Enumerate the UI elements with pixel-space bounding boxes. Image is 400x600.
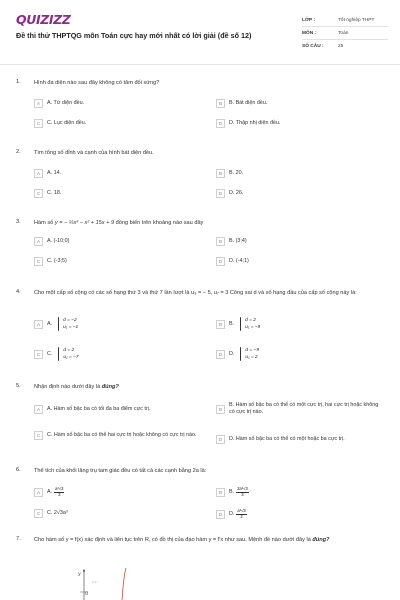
option-text: B. 20. [229,170,244,176]
question-text [34,383,386,391]
option-letter: D [216,435,225,444]
option-letter: A [34,488,43,497]
option-letter: B [216,237,225,246]
option-text: C. 18. [47,190,62,196]
option-b[interactable] [216,169,243,178]
option-c[interactable] [34,257,67,266]
question-number: 7. [16,536,21,542]
equation-system [240,347,259,361]
equation-line: u₁ = −9 [245,325,261,330]
meta-value: 25 [338,44,344,49]
option-d[interactable] [216,509,247,519]
equation-line: u₁ = 2 [245,355,258,360]
meta-value: Tốt nghiệp THPT [338,17,375,23]
option-d[interactable] [216,257,249,266]
option-letter: C [34,257,43,266]
option-b[interactable] [216,317,260,331]
option-b[interactable] [216,402,381,416]
question-number: 6. [16,467,21,473]
option-letter: C [34,119,43,128]
question-text: Tìm tổng số đỉnh và cạnh của hình bát diện đều. [34,150,154,156]
option-letter: A [34,169,43,178]
meta-label: LỚP : [302,17,316,23]
numerator: a³√3 [55,486,64,491]
option-text: C. Hàm số bậc ba có thể hai cực trị hoặc không có cực trị nào. [47,432,197,438]
question-number: 1. [16,79,21,85]
option-a[interactable] [34,405,209,414]
option-text: C. 2√3a³ [47,510,68,516]
question-text [34,536,386,544]
option-b[interactable] [216,487,249,497]
formula: y = − ⅓x³ − x² + 15x + 9 [54,220,115,226]
equation-line: d = −2 [63,318,77,323]
option-c[interactable] [34,509,68,518]
y-axis-label: y [78,572,81,577]
option-letter: B [216,99,225,108]
derivative-graph [70,566,170,600]
question-text: Thể tích của khối lăng trụ tam giác đều có tất cả các cạnh bằng 2a là: [34,468,207,474]
header-divider [0,64,400,65]
option-letter: A [34,99,43,108]
question-number: 2. [16,149,21,155]
option-a[interactable] [34,487,64,497]
option-b[interactable] [216,237,247,246]
question-text: Hình đa diện nào sau đây không có tâm đối xứng? [34,80,160,86]
option-a[interactable] [34,169,61,178]
option-letter: D [216,510,225,519]
option-c[interactable] [34,189,61,198]
meta-class [302,14,388,27]
option-letter: D [216,257,225,266]
option-letter: B [216,488,225,497]
meta-label: MÔN : [302,30,317,36]
question-text-part: Cho hàm số y = f(x) xác định và liên tục trên R, có đồ thị của đạo hàm y = f′x như sau. Mệnh đề nào dưới đây là [34,537,311,543]
equation-line: d = 2 [245,318,256,323]
option-c[interactable] [34,431,209,440]
option-prefix: B. [229,320,235,327]
option-d[interactable] [216,119,280,128]
option-letter: C [34,431,43,440]
option-text: A. Tứ diện đều. [47,100,85,106]
option-a[interactable] [34,99,84,108]
curve [122,568,126,600]
numerator: a³√3 [237,508,246,513]
question-text-part: đồng biến trên khoảng nào sau đây [115,220,204,226]
equation-line: u₁ = −1 [63,325,79,330]
question-text: Cho một cấp số cộng có các số hạng thứ 3 và thứ 7 lần lượt là u₃ = − 5, u₇ = 3 Công sai d và số hạng đầu của cấp số cộng này là: [34,290,357,296]
option-prefix: A. [47,488,53,495]
option-letter: B [216,320,225,329]
question-text [34,219,386,227]
option-letter: A [34,405,43,414]
denominator: 3 [58,491,61,497]
option-letter: C [34,189,43,198]
option-c[interactable] [34,347,79,361]
equation-line: d = −9 [245,348,260,353]
equation-line: d = 2 [63,348,75,353]
option-letter: A [34,320,43,329]
equation-system [58,347,78,361]
option-text: C. (-3;5) [47,258,67,264]
option-text: A. Hàm số bậc ba có tối đa ba điểm cực trị. [47,406,151,412]
option-text: A. (-10;0) [47,238,70,244]
option-text: D. Thập nhị diện đều. [229,120,281,126]
fraction [236,509,246,519]
option-letter: B [216,405,225,414]
option-text: B. Hàm số bậc ba có thể có một cực trị, hai cực trị hoặc không có cực trị nào. [229,402,379,415]
emphasis: đúng? [312,537,330,543]
meta-count [302,40,388,53]
option-a[interactable] [34,237,69,246]
option-prefix: D. [229,510,235,517]
equation-line: u₁ = −7 [63,355,79,360]
denominator: 2 [240,513,243,519]
option-letter: C [34,509,43,518]
origin-label: O [85,591,89,596]
option-letter: B [216,169,225,178]
option-letter: D [216,189,225,198]
option-letter: A [34,237,43,246]
option-c[interactable] [34,119,86,128]
page-title: Đề thi thử THPTQG môn Toán cực hay mới nhất có lời giải (đề số 12) [16,31,252,40]
fraction [54,487,64,497]
option-prefix: B. [229,488,235,495]
y-axis-arrow [83,569,85,572]
option-b[interactable] [216,99,267,108]
option-text: A. 14. [47,170,62,176]
option-a[interactable] [34,317,78,331]
option-text: D. (-4;1) [229,258,249,264]
option-prefix: A. [47,320,53,327]
denominator: 3 [241,491,244,497]
option-d[interactable] [216,189,243,198]
meta-label: SỐ CÂU : [302,44,324,49]
question-number: 3. [16,219,21,225]
fraction [236,487,249,497]
numerator: 2a³√3 [237,486,248,491]
option-prefix: C. [47,350,53,357]
emphasis: đúng? [101,384,119,390]
option-text: B. (3;4) [229,238,247,244]
option-letter: C [34,350,43,359]
option-d[interactable] [216,347,259,361]
option-letter: D [216,119,225,128]
option-prefix: D. [229,350,235,357]
option-text: B. Bát diện đều. [229,100,268,106]
meta-value: Toán [338,30,349,36]
exam-meta [302,14,388,53]
question-text-part: Hàm số [34,220,54,226]
option-letter: D [216,350,225,359]
equation-system [58,317,78,331]
question-text-part: Nhận định nào dưới đây là [34,384,101,390]
equation-system [240,317,260,331]
option-d[interactable] [216,435,381,444]
question-number: 5. [16,383,21,389]
meta-subject [302,27,388,40]
option-text: D. 26. [229,190,244,196]
brand-logo: QUIZIZZ [16,12,71,27]
option-text: D. Hàm số bậc ba có thể có một hoặc ba cực trị. [229,436,345,442]
option-text: C. Lục diện đều. [47,120,87,126]
question-number: 4. [16,289,21,295]
